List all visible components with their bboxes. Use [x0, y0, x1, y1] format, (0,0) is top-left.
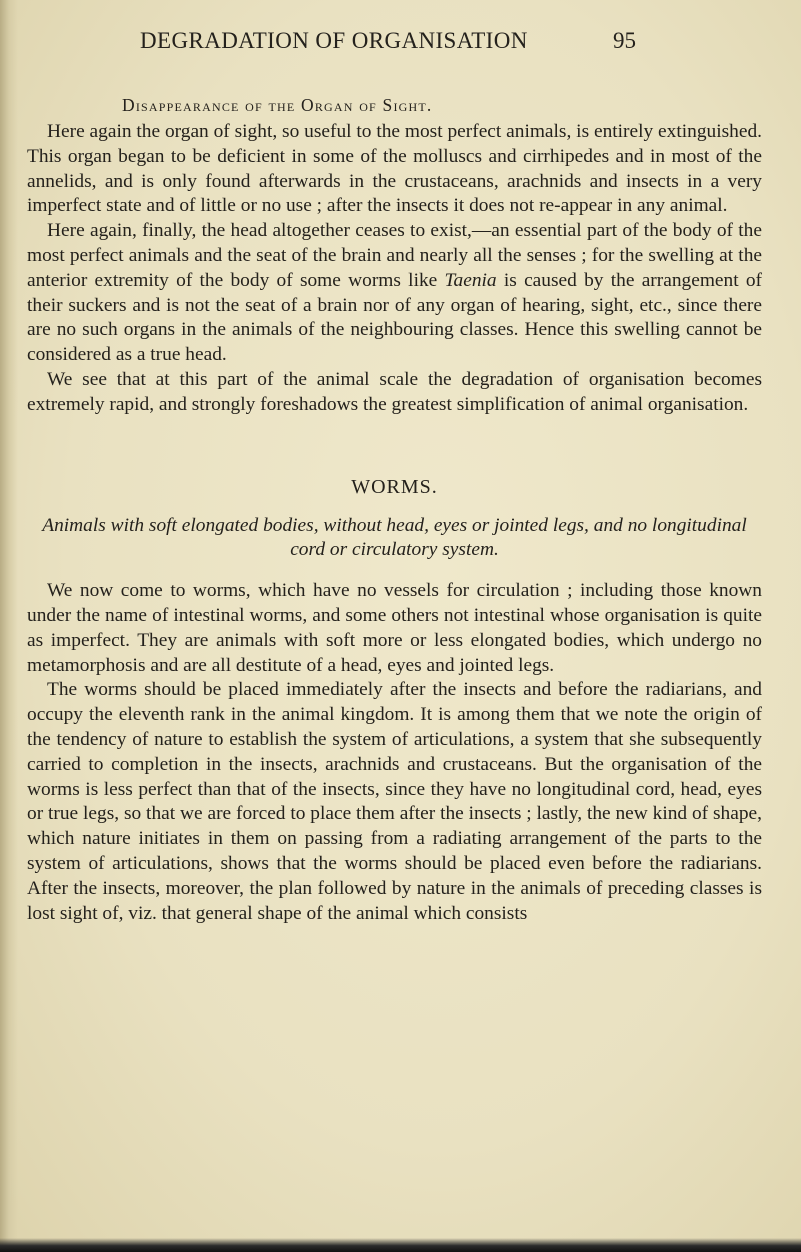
section-heading: Disappearance of the Organ of Sight. [122, 95, 433, 115]
chapter-title: WORMS. [351, 475, 438, 498]
paragraph-head-text: Here again, finally, the head altogether ceases to exist,—an essential part of the body of the most perfect animals and the seat of the brain and nearly all the senses ; for the swelling at the anterior extremity of the body of some worms like [27, 220, 762, 291]
paragraph-sight: Here again the organ of sight, so useful to the most perfect animals, is entirely extinguished. This organ began to be deficient in some of the molluscs and cirrhipedes and in most of the annelids, and is only found afterwards in the crustaceans, arachnids and insects in a very imperfect state and of little or no use ; after the insects it does not re-appear in any animal. [27, 121, 762, 217]
running-title: DEGRADATION OF ORGANISATION [140, 28, 528, 53]
paragraph-degradation: We see that at this part of the animal scale the degradation of organisation becomes extremely rapid, and strongly foreshadows the greatest simplification of animal organisation. [27, 368, 762, 415]
paragraph-worms-intro: We now come to worms, which have no vessels for circulation ; including those known under the name of intestinal worms, and some others not intestinal whose organisation is quite as imperfect. They are animals with soft more or less elongated bodies, which undergo no metamorphosis and are all destitute of a head, eyes and jointed legs. [27, 580, 762, 676]
paragraph-worms-rank: The worms should be placed immediately after the insects and before the radiarians, and occupy the eleventh rank in the animal kingdom. It is among them that we note the origin of the tendency of nature to establish the system of articulations, a system that she subsequently carried to completion in the insects, arachnids and crustaceans. But the organisation of the worms is less perfect than that of the insects, since they have no longitudinal cord, head, eyes or true legs, so that we are forced to place them after the insects ; lastly, the new kind of shape, which nature initiates in them on passing from a radiating arrangement of the parts to the system of articulations, shows that the worms should be placed even before the radiarians. After the insects, moreover, the plan followed by nature in the animals of preceding classes is lost sight of, viz. that general shape of the animal which consists [27, 679, 762, 924]
page-bottom-edge [0, 1238, 801, 1252]
running-head [0, 28, 801, 62]
paragraph-head [27, 219, 762, 368]
taenia-term: Taenia [444, 269, 497, 291]
paragraph-head-text-end: is caused by the arrangement of their suckers and is not the seat of a brain nor of any organ of hearing, sight, etc., since there are no such organs in the animals of the neighbouring classes. Hence this swelling cannot be considered as a true head. [27, 269, 763, 366]
binding-shadow [0, 0, 18, 1252]
chapter-subtitle: Animals with soft elongated bodies, without head, eyes or jointed legs, and no longitudinal cord or circulatory system. [42, 514, 747, 561]
page-content [27, 93, 762, 926]
page-number: 95 [613, 28, 636, 53]
